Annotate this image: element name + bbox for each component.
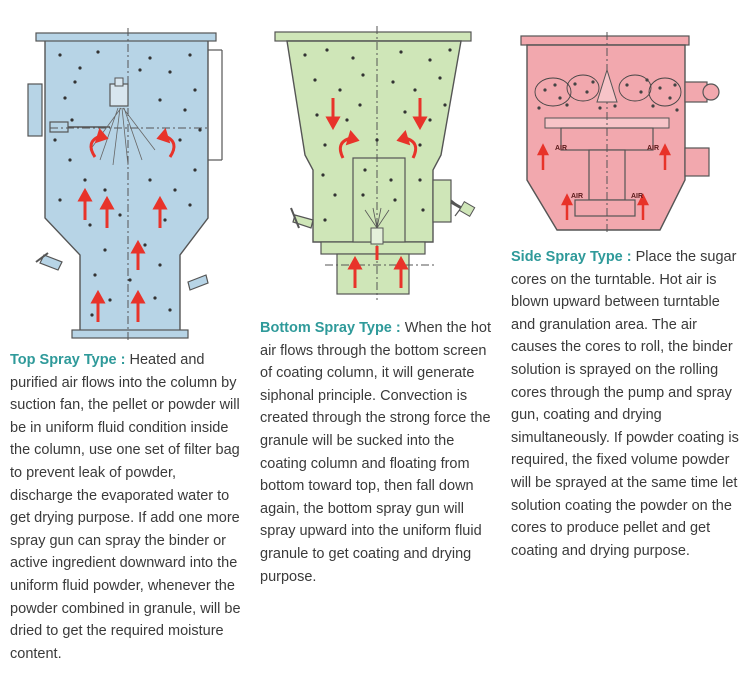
top-spray-body: Heated and purified air flows into the column by suction fan, the pellet or powder will be in uniform fluid condition inside the column, use one set of filter bag to prevent leak of powder, discharge the evaporated water to get drying purpose. If add one more spray gun can spray the binder or active ingredient downward into the uniform fluid powder, whenever the powder combined in granule, will be dried to get the required moisture content.: [10, 352, 241, 662]
air-label-4: AIR: [631, 193, 644, 200]
top-spray-title: Top Spray Type :: [10, 352, 126, 368]
side-spray-illustration: [515, 30, 740, 235]
bottom-spray-title: Bottom Spray Type :: [260, 320, 401, 336]
top-spray-description: [10, 349, 242, 665]
bottom-spray-body: When the hot air flows through the bottom screen of coating column, it will generate siphonal principle. Convection is created through the strong force the granule will be sucked into the coating column and floating from bottom toward top, then fall down again, the bottom spray gun will spray upward into the uniform fluid granule to get coating and drying purpose.: [260, 320, 491, 585]
top-spray-illustration: [10, 10, 235, 345]
side-spray-title: Side Spray Type :: [511, 249, 632, 265]
side-spray-body: Place the sugar cores on the turntable. Hot air is blown upward between turntable and granulation area. The air causes the cores to roll, the binder solution is sprayed on the rolling cores through the pump and spray gun, coating and drying simultaneously. If powder coating is required, the fixed volume powder will be sprayed at the same time let solution coating the powder on the cores to produce pellet and get coating and drying purpose.: [511, 249, 739, 559]
side-spray-description: [511, 246, 743, 562]
air-label-1: AIR: [555, 145, 568, 152]
bottom-spray-illustration: [265, 20, 490, 305]
air-label-2: AIR: [647, 145, 660, 152]
bottom-spray-diagram: [265, 20, 490, 305]
top-spray-diagram: [10, 10, 235, 345]
air-label-3: AIR: [571, 193, 584, 200]
bottom-spray-description: [260, 317, 492, 588]
side-spray-diagram: [515, 30, 740, 235]
